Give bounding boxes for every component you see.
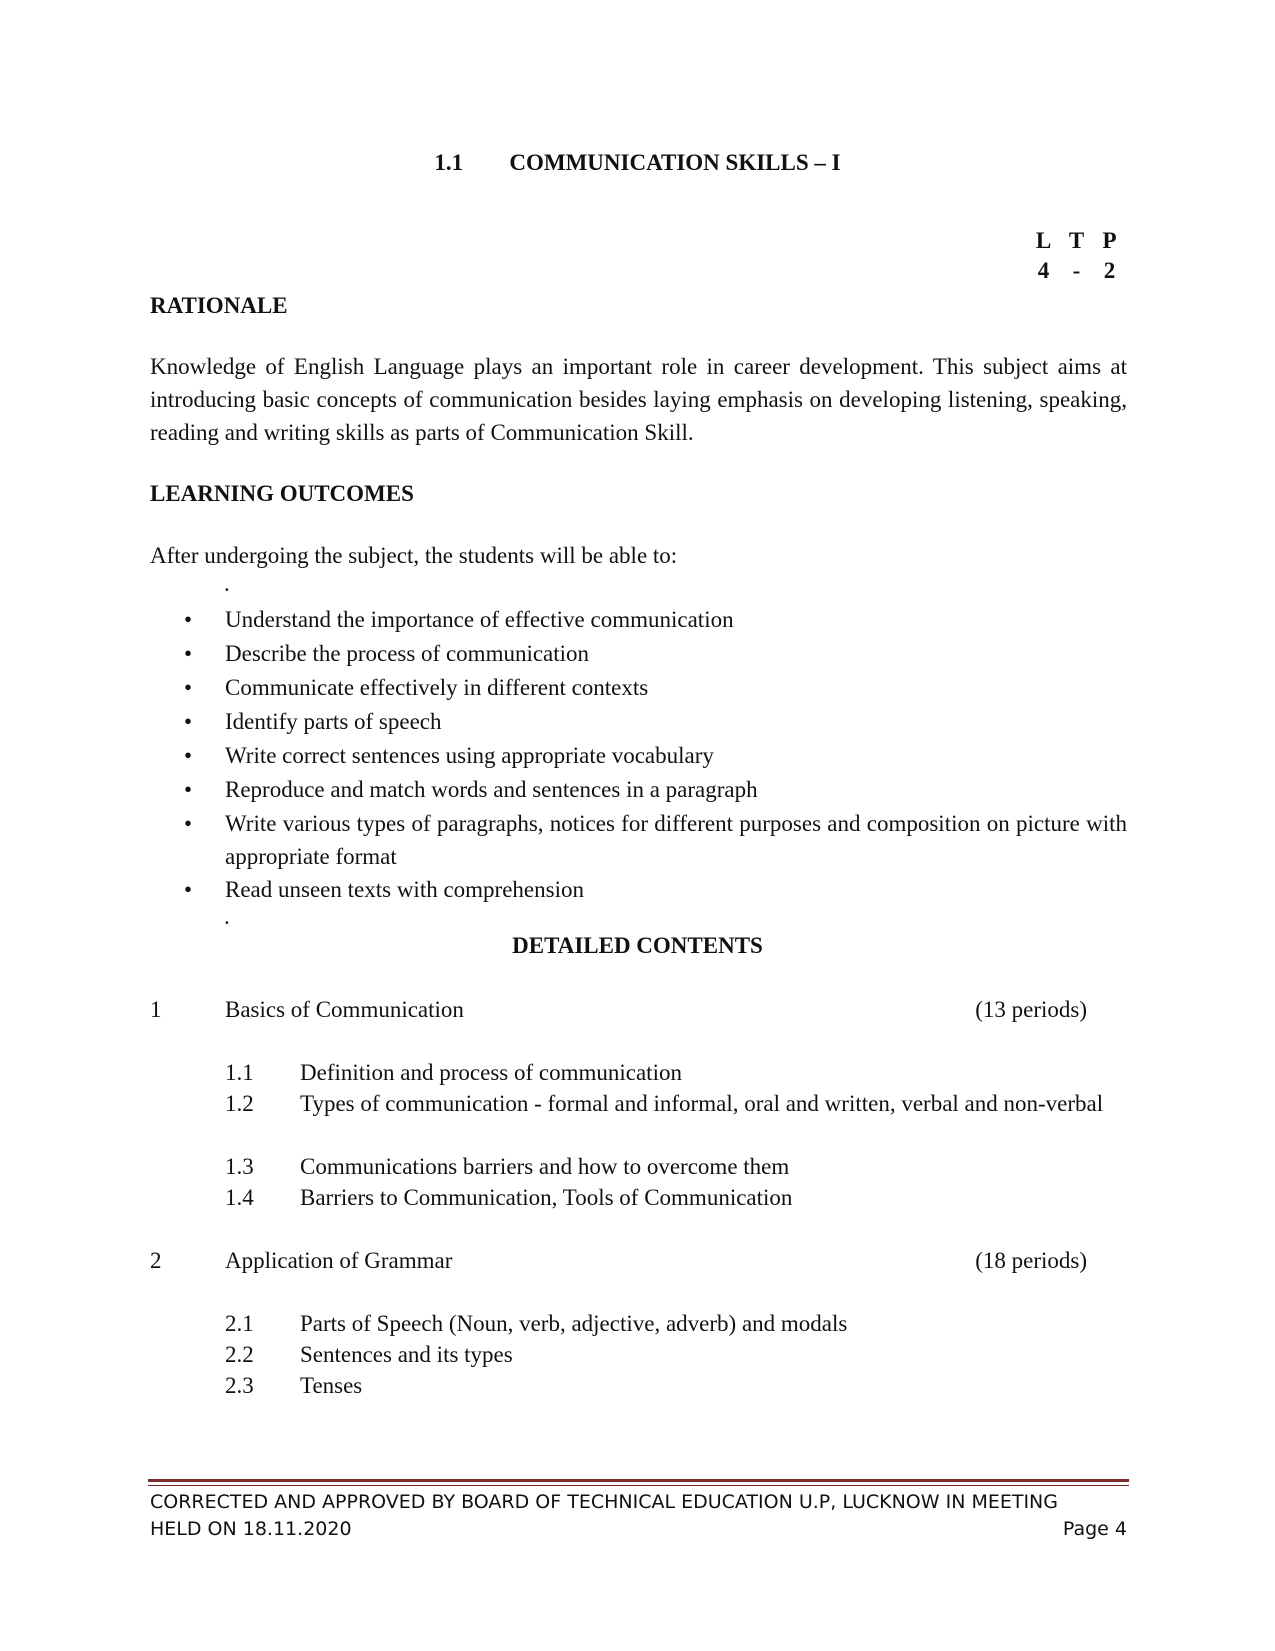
- outcome-text: Reproduce and match words and sentences in a paragraph: [225, 777, 758, 802]
- footer-approval-line-2: HELD ON 18.11.2020: [150, 1518, 352, 1540]
- subsection-number: 2.2: [225, 1342, 254, 1367]
- footer-approval-line-1: CORRECTED AND APPROVED BY BOARD OF TECHNICAL EDUCATION U.P, LUCKNOW IN MEETING: [150, 1491, 1058, 1513]
- bullet-icon: •: [184, 811, 193, 836]
- rationale-heading: RATIONALE: [150, 293, 288, 318]
- outcome-text: Communicate effectively in different contexts: [225, 675, 649, 700]
- outcome-item: [150, 873, 1127, 906]
- subsection-text: Barriers to Communication, Tools of Communication: [300, 1185, 793, 1210]
- bullet-icon: •: [184, 877, 193, 902]
- outcome-item: [150, 705, 1127, 738]
- title-number: 1.1: [434, 150, 464, 175]
- subsection-text: Sentences and its types: [300, 1342, 513, 1367]
- subsection-row: [225, 1150, 1127, 1183]
- bullet-icon: •: [184, 777, 193, 802]
- subsection-number: 1.4: [225, 1185, 254, 1210]
- outcome-item: [150, 739, 1127, 772]
- subsection-row: [225, 1369, 1127, 1402]
- stray-dot-bottom: .: [224, 904, 230, 929]
- section-number: 1: [150, 997, 162, 1022]
- outcome-item: [150, 603, 1127, 636]
- detailed-contents-heading: DETAILED CONTENTS: [512, 933, 763, 958]
- ltp-header-p: P: [1102, 228, 1117, 253]
- subsection-row: [225, 1307, 1127, 1340]
- outcome-item: [150, 637, 1127, 670]
- subsection-text: Parts of Speech (Noun, verb, adjective, adverb) and modals: [300, 1311, 848, 1336]
- outcome-text: Write correct sentences using appropriate vocabulary: [225, 743, 714, 768]
- page-number: Page 4: [1062, 1518, 1127, 1540]
- ltp-value-t: -: [1072, 258, 1081, 283]
- page-title: [0, 150, 1275, 176]
- ltp-header-l: L: [1035, 228, 1052, 253]
- footer-rule-thick: [148, 1479, 1129, 1482]
- rationale-text: Knowledge of English Language plays an important role in career development. This subject aims at introducing basic concepts of communication besides laying emphasis on developing listening, speaking, reading and writing skills as parts of Communication Skill.: [150, 354, 1127, 445]
- ltp-value-l: 4: [1037, 258, 1050, 283]
- subsection-number: 2.3: [225, 1373, 254, 1398]
- bullet-icon: •: [184, 641, 193, 666]
- outcome-item: [150, 671, 1127, 704]
- outcome-text: Write various types of paragraphs, notices for different purposes and composition on picture with appropriate format: [225, 811, 1127, 869]
- section-title: Basics of Communication: [225, 997, 464, 1022]
- learning-outcomes-heading: LEARNING OUTCOMES: [150, 481, 414, 506]
- outcome-text: Identify parts of speech: [225, 709, 442, 734]
- outcome-text: Understand the importance of effective communication: [225, 607, 734, 632]
- subsection-row: [225, 1338, 1127, 1371]
- subsection-number: 2.1: [225, 1311, 254, 1336]
- bullet-icon: •: [184, 675, 193, 700]
- subsection-row: [225, 1056, 1127, 1089]
- section-periods: (13 periods): [975, 997, 1087, 1022]
- section-number: 2: [150, 1248, 162, 1273]
- learning-outcomes-intro: After undergoing the subject, the students will be able to:: [150, 543, 678, 568]
- section-periods: (18 periods): [975, 1248, 1087, 1273]
- stray-dot-top: .: [224, 571, 230, 596]
- ltp-value-row: [1027, 258, 1127, 284]
- subsection-text: Tenses: [300, 1373, 363, 1398]
- ltp-header-row: [1027, 228, 1127, 254]
- subsection-number: 1.1: [225, 1060, 254, 1085]
- outcome-item: [150, 773, 1127, 806]
- section-title: Application of Grammar: [225, 1248, 453, 1273]
- footer-rule-thin: [148, 1485, 1129, 1486]
- subsection-row: [225, 1087, 1127, 1120]
- bullet-icon: •: [184, 607, 193, 632]
- subsection-text: Definition and process of communication: [300, 1060, 682, 1085]
- subsection-text: Communications barriers and how to overcome them: [300, 1154, 790, 1179]
- footer: [150, 1489, 1127, 1543]
- outcome-item: [150, 807, 1127, 873]
- subsection-number: 1.2: [225, 1091, 254, 1116]
- outcome-text: Describe the process of communication: [225, 641, 590, 666]
- ltp-header-t: T: [1068, 228, 1085, 253]
- subsection-number: 1.3: [225, 1154, 254, 1179]
- subsection-row: [225, 1181, 1127, 1214]
- outcome-text: Read unseen texts with comprehension: [225, 877, 584, 902]
- title-text: COMMUNICATION SKILLS – I: [509, 150, 841, 175]
- ltp-value-p: 2: [1103, 258, 1116, 283]
- bullet-icon: •: [184, 743, 193, 768]
- subsection-text: Types of communication - formal and informal, oral and written, verbal and non-verbal: [300, 1091, 1104, 1116]
- bullet-icon: •: [184, 709, 193, 734]
